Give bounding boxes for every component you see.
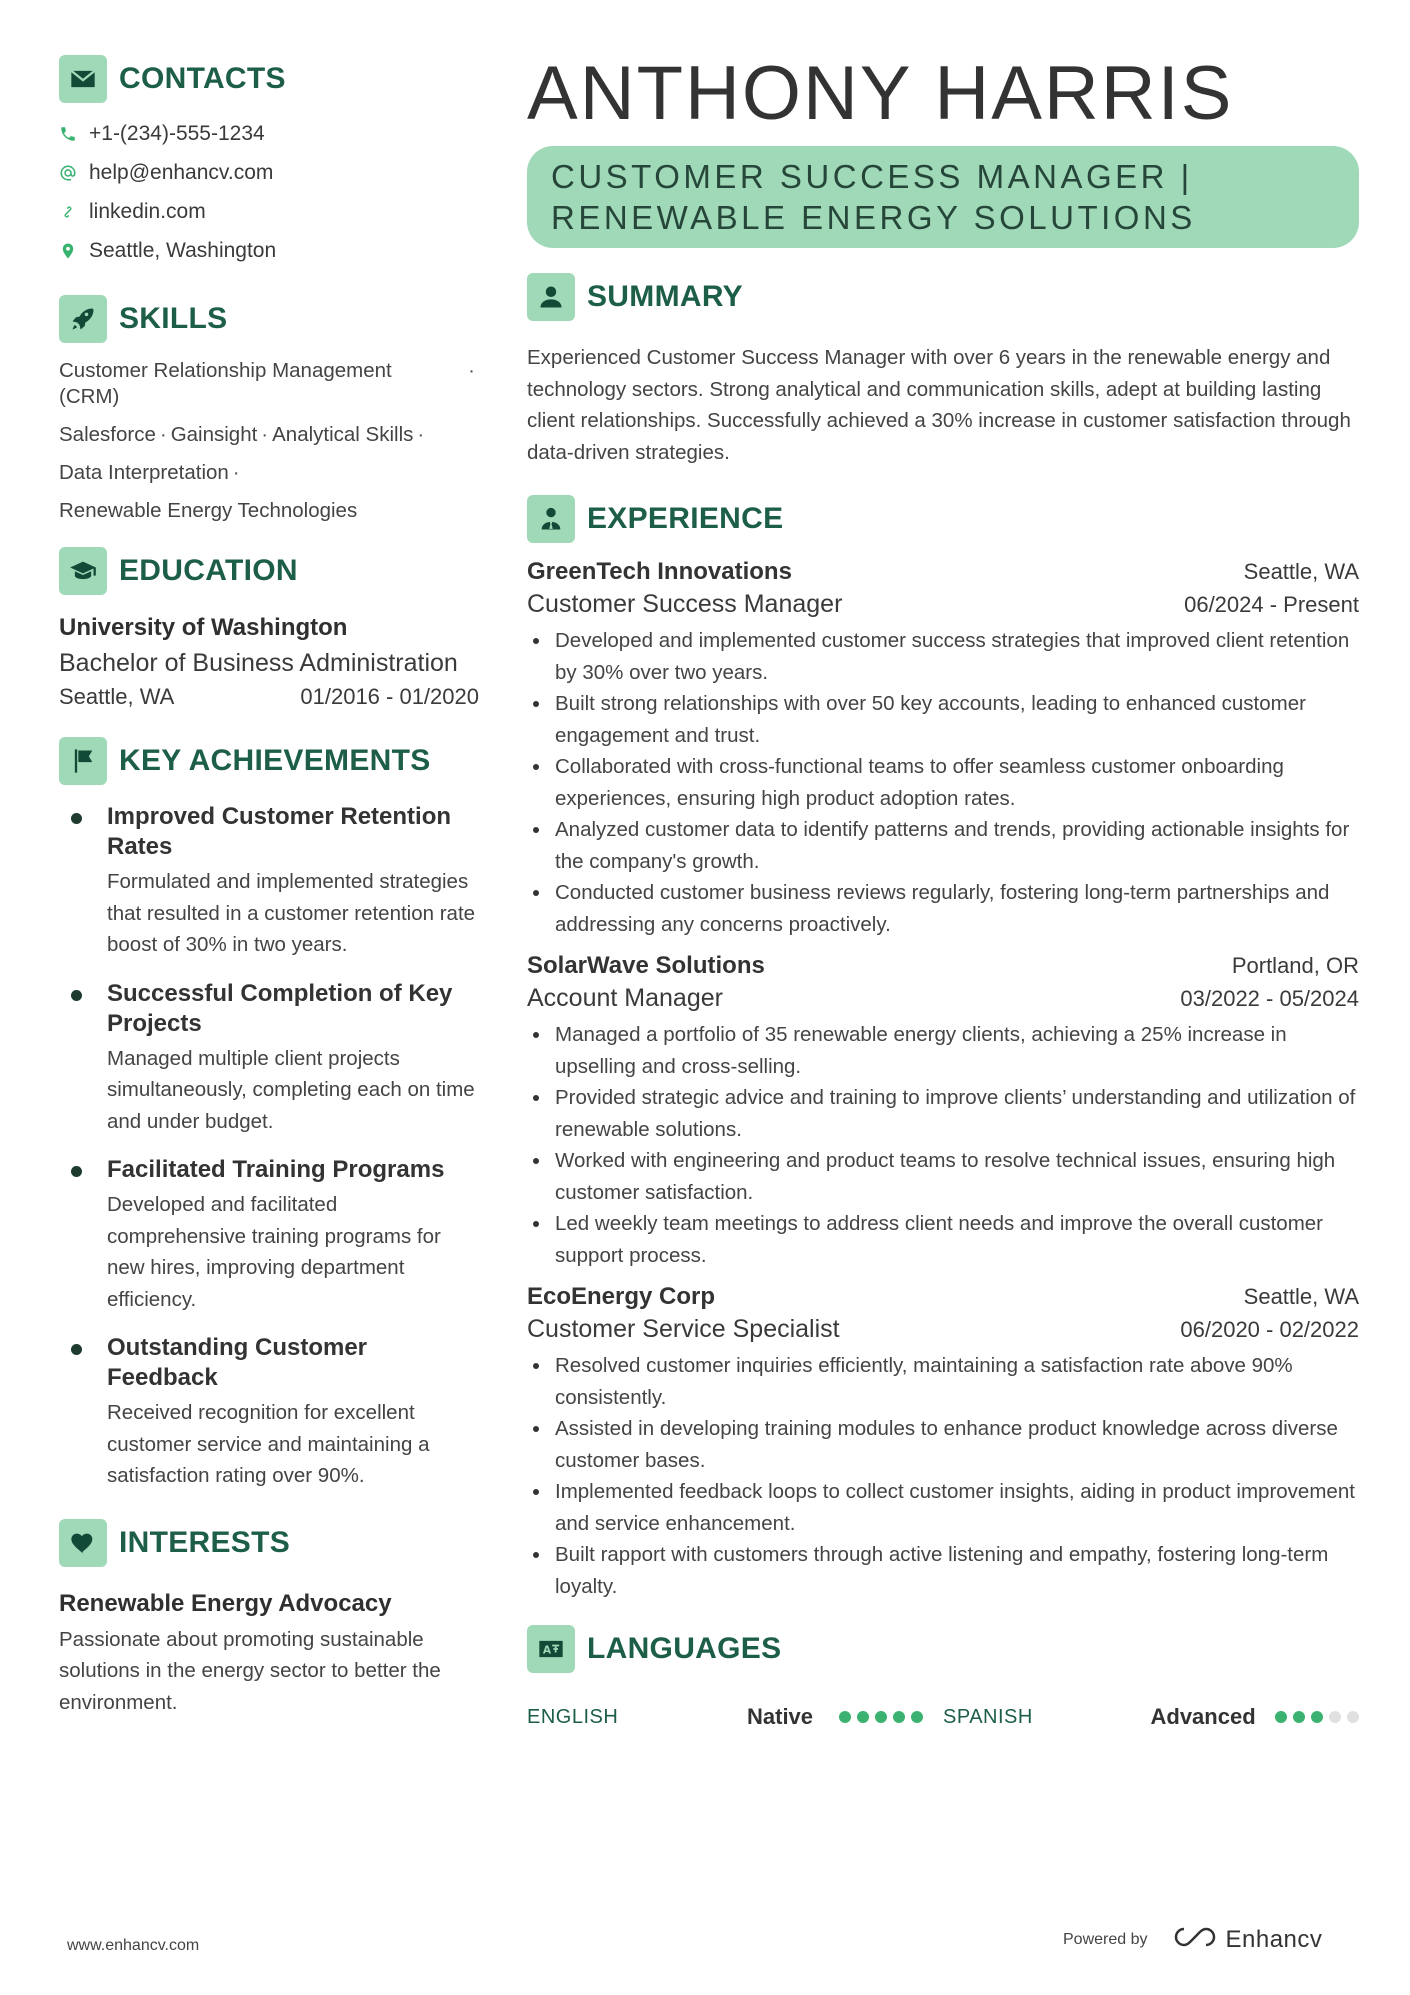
map-pin-icon [59, 242, 89, 260]
summary-text: Experienced Customer Success Manager with over 6 years in the renewable energy and technology sectors. Strong analytical and communication skills, adept at building lasting client relationships. Successfully achieved a 30% increase in customer satisfaction through data-driven strategies. [527, 346, 1351, 464]
skill-row [59, 498, 479, 524]
contacts-title: CONTACTS [119, 62, 286, 95]
education-title: EDUCATION [119, 554, 298, 587]
skill-separator: · [232, 461, 240, 484]
languages-header [527, 1624, 1359, 1674]
job-header [527, 952, 1359, 980]
education-degree: Bachelor of Business Administration [59, 649, 458, 677]
footer-branding [1063, 1925, 1322, 1954]
experience-header [527, 494, 1359, 544]
experience-title: EXPERIENCE [587, 502, 784, 535]
footer-website[interactable]: www.enhancv.com [67, 1937, 200, 1954]
languages-list [527, 1704, 1359, 1730]
contacts-header [59, 54, 479, 104]
heart-icon [59, 1519, 107, 1567]
job-subheader [527, 984, 1359, 1013]
job-bullet: Provided strategic advice and training to improve clients’ understanding and utilization of renewable solutions. [527, 1082, 1359, 1145]
job-entry [527, 1283, 1359, 1602]
location-text: Seattle, Washington [89, 238, 277, 262]
job-bullet: Conducted customer business reviews regularly, fostering long-term partnerships and addressing any concerns proactively. [527, 877, 1359, 940]
linkedin-text: linkedin.com [89, 199, 206, 223]
envelope-icon [59, 55, 107, 103]
achievement-title: Successful Completion of Key Projects [107, 979, 453, 1037]
bullet-icon [71, 990, 82, 1001]
rating-dot-empty [1329, 1711, 1341, 1723]
skill-row [59, 422, 479, 448]
achievement-item [59, 802, 479, 961]
job-bullets [527, 1350, 1359, 1602]
interest-desc: Passionate about promoting sustainable solutions in the energy sector to better the environment. [59, 1627, 441, 1714]
contact-location [59, 231, 479, 270]
job-subheader [527, 590, 1359, 619]
skills-title: SKILLS [119, 302, 228, 335]
job-header [527, 558, 1359, 586]
language-rating [839, 1711, 923, 1723]
language-rating [1275, 1711, 1359, 1723]
right-column [527, 51, 1359, 1730]
job-role: Account Manager [527, 984, 723, 1012]
rating-dot-filled [875, 1711, 887, 1723]
job-location: Seattle, WA [1243, 1284, 1359, 1309]
interests-title: INTERESTS [119, 1525, 291, 1559]
skill-item: Renewable Energy Technologies [59, 499, 358, 522]
at-icon [59, 164, 89, 182]
interest-entry [59, 1590, 479, 1719]
candidate-name: ANTHONY HARRIS [527, 51, 1234, 136]
achievement-desc: Developed and facilitated comprehensive training programs for new hires, improving department efficiency. [107, 1193, 441, 1311]
contact-linkedin[interactable] [59, 192, 479, 231]
brand-name: Enhancv [1225, 1925, 1323, 1953]
education-dates: 01/2016 - 01/2020 [300, 684, 479, 709]
achievement-item [59, 1155, 479, 1315]
contact-email[interactable] [59, 153, 479, 192]
job-role: Customer Service Specialist [527, 1315, 840, 1343]
skill-separator: · [468, 359, 475, 382]
skill-item: Gainsight [170, 423, 258, 446]
skill-item: Customer Relationship Management (CRM) [59, 359, 392, 408]
skill-item: Salesforce [59, 423, 156, 446]
job-dates: 06/2024 - Present [1184, 592, 1359, 617]
job-role: Customer Success Manager [527, 590, 843, 618]
job-bullet: Analyzed customer data to identify patterns and trends, providing actionable insights for the company's growth. [527, 814, 1359, 877]
job-bullets [527, 625, 1359, 940]
education-entry [59, 614, 479, 710]
job-title-line: CUSTOMER SUCCESS MANAGER | [551, 158, 1193, 195]
skill-separator: · [261, 423, 269, 446]
achievements-title: KEY ACHIEVEMENTS [119, 744, 431, 777]
achievement-desc: Formulated and implemented strategies that resulted in a customer retention rate boost of 30% in two years. [107, 870, 476, 956]
achievement-desc: Managed multiple client projects simultaneously, completing each on time and under budget. [107, 1046, 475, 1133]
skill-item: Data Interpretation [59, 461, 229, 484]
language-name: SPANISH [943, 1705, 1033, 1728]
achievement-title: Outstanding Customer Feedback [107, 1334, 368, 1391]
interest-title: Renewable Energy Advocacy [59, 1589, 392, 1617]
phone-text: +1-(234)-555-1234 [89, 121, 265, 145]
rating-dot-empty [1347, 1711, 1359, 1723]
job-dates: 03/2022 - 05/2024 [1180, 986, 1359, 1011]
rating-dot-filled [1293, 1711, 1305, 1723]
contact-list [59, 114, 479, 270]
skill-item: Analytical Skills [272, 423, 414, 446]
job-bullet: Assisted in developing training modules to enhance product knowledge across diverse customer bases. [527, 1413, 1359, 1476]
email-text: help@enhancv.com [89, 160, 274, 184]
job-title-line: RENEWABLE ENERGY SOLUTIONS [551, 199, 1196, 236]
svg-text:A: A [542, 1644, 551, 1657]
job-bullets [527, 1019, 1359, 1271]
job-bullet: Collaborated with cross-functional teams to offer seamless customer onboarding experiences, ensuring high product adoption rates. [527, 751, 1359, 814]
skill-row [59, 358, 479, 410]
rating-dot-filled [857, 1711, 869, 1723]
education-header [59, 546, 479, 596]
skill-separator: · [159, 423, 167, 446]
education-meta [59, 684, 479, 710]
achievement-title: Facilitated Training Programs [107, 1156, 445, 1183]
bullet-icon [71, 1166, 82, 1177]
job-dates: 06/2020 - 02/2022 [1180, 1317, 1359, 1342]
job-location: Seattle, WA [1243, 559, 1359, 584]
languages-title: LANGUAGES [587, 1632, 782, 1665]
rating-dot-filled [839, 1711, 851, 1723]
job-company: EcoEnergy Corp [527, 1283, 716, 1310]
user-icon [527, 273, 575, 321]
skills-list [59, 358, 479, 524]
job-bullet: Developed and implemented customer success strategies that improved client retention by 30% over two years. [527, 625, 1359, 688]
rating-dot-filled [1311, 1711, 1323, 1723]
summary-header [527, 272, 1359, 322]
skills-header [59, 294, 479, 344]
job-entry [527, 952, 1359, 1271]
bullet-icon [71, 813, 82, 824]
language-item [527, 1704, 943, 1730]
achievements-list [59, 802, 479, 1492]
rating-dot-filled [1275, 1711, 1287, 1723]
powered-by-label: Powered by [1063, 1930, 1148, 1948]
education-location: Seattle, WA [59, 684, 175, 709]
rating-dot-filled [911, 1711, 923, 1723]
job-bullet: Built strong relationships with over 50 key accounts, leading to enhanced customer engagement and trust. [527, 688, 1359, 751]
job-bullet: Managed a portfolio of 35 renewable energy clients, achieving a 25% increase in upselling and cross-selling. [527, 1019, 1359, 1082]
achievement-item [59, 979, 479, 1138]
job-company: GreenTech Innovations [527, 558, 792, 585]
achievements-header [59, 736, 479, 786]
flag-icon [59, 737, 107, 785]
rating-dot-filled [893, 1711, 905, 1723]
achievement-title: Improved Customer Retention Rates [107, 803, 452, 860]
language-name: ENGLISH [527, 1705, 619, 1728]
job-bullet: Resolved customer inquiries efficiently, maintaining a satisfaction rate above 90% consistently. [527, 1350, 1359, 1413]
enhancv-logo-icon [1172, 1925, 1218, 1954]
job-location: Portland, OR [1231, 953, 1359, 978]
rocket-icon [59, 295, 107, 343]
achievement-item [59, 1333, 479, 1492]
job-entry [527, 558, 1359, 940]
job-bullet: Built rapport with customers through active listening and empathy, fostering long-term loyalty. [527, 1539, 1359, 1602]
graduation-cap-icon [59, 547, 107, 595]
achievement-desc: Received recognition for excellent customer service and maintaining a satisfaction rating over 90%. [107, 1401, 430, 1487]
job-subheader [527, 1315, 1359, 1344]
summary-title: SUMMARY [587, 280, 743, 313]
job-bullet: Implemented feedback loops to collect customer insights, aiding in product improvement and service enhancement. [527, 1476, 1359, 1539]
link-icon [59, 203, 89, 221]
skill-separator: · [417, 423, 425, 446]
job-title-banner [527, 146, 1359, 248]
language-level: Advanced [1150, 1704, 1256, 1729]
language-level: Native [747, 1704, 814, 1729]
skill-row [59, 460, 479, 486]
language-icon [527, 1625, 575, 1673]
job-bullet: Worked with engineering and product teams to resolve technical issues, ensuring high customer satisfaction. [527, 1145, 1359, 1208]
education-school: University of Washington [59, 614, 348, 641]
interests-header [59, 1518, 479, 1568]
contact-phone[interactable] [59, 114, 479, 153]
phone-icon [59, 125, 89, 143]
job-bullet: Led weekly team meetings to address client needs and improve the overall customer support process. [527, 1208, 1359, 1271]
language-item [943, 1704, 1359, 1730]
briefcase-user-icon [527, 495, 575, 543]
bullet-icon [71, 1344, 82, 1355]
left-column [59, 54, 479, 1718]
job-company: SolarWave Solutions [527, 952, 765, 979]
job-header [527, 1283, 1359, 1311]
